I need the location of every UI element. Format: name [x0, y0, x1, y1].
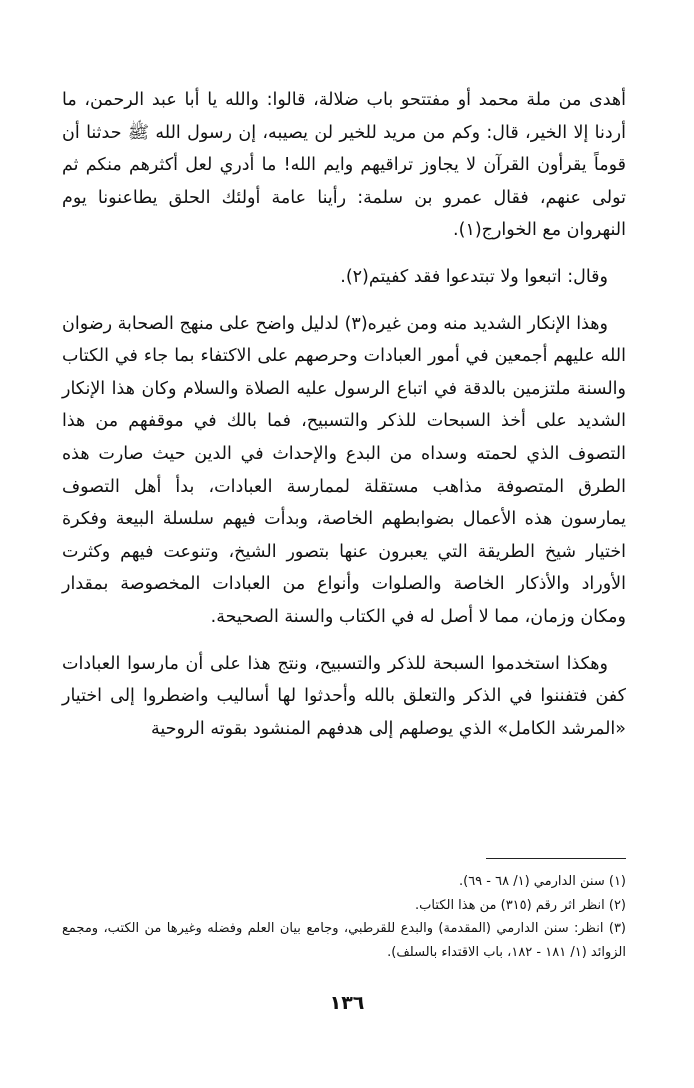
footnote-3: (٣) انظر: سنن الدارمي (المقدمة) والبدع للقرطبي، وجامع بيان العلم وفضله وغيرها من الكتب، ومجمع الزوائد (١/ ١٨١ - ١٨٢، باب الاقتداء بالسلف).	[62, 921, 626, 960]
paragraph-4: وهكذا استخدموا السبحة للذكر والتسبيح، ونتج هذا على أن مارسوا العبادات كفن فتفننوا في الذكر والتعلق بالله وأحدثوا لها أساليب واضطروا إلى اختيار «المرشد الكامل» الذي يوصلهم إلى هدفهم المنشود بقوته الروحية	[62, 653, 626, 739]
footnote-2: (٢) انظر اثر رقم (٣١٥) من هذا الكتاب.	[415, 897, 626, 913]
paragraph-1: أهدى من ملة محمد أو مفتتحو باب ضلالة، قالوا: والله يا أبا عبد الرحمن، ما أردنا إلا الخير، قال: وكم من مريد للخير لن يصيبه، إن رسول الله ﷺ حدثنا أن قوماً يقرأون القرآن لا يجاوز تراقيهم وايم الله! ما أدري لعل أكثرهم منكم ثم تولى عنهم، فقال عمرو بن سلمة: رأينا عامة أولئك الحلق يطاعنونا يوم النهروان مع الخوارج(١).	[62, 90, 626, 241]
main-text	[62, 84, 626, 759]
footnotes	[62, 870, 626, 964]
footnote-1: (١) سنن الدارمي (١/ ٦٨ - ٦٩).	[458, 874, 626, 889]
page-number: ١٣٦	[329, 992, 365, 1014]
paragraph-3: وهذا الإنكار الشديد منه ومن غيره(٣) لدليل واضح على منهج الصحابة رضوان الله عليهم أجمعين في أمور العبادات وحرصهم على الاكتفاء بما جاء في الكتاب والسنة ملتزمين بالدقة في اتباع الرسول عليه الصلاة والسلام وكان هذا الإنكار الشديد على أخذ السبحات للذكر والتسبيح، فما بالك في موقفهم من هذا التصوف الذي لحمته وسداه من البدع والإحداث في الدين حيث صارت هذه الطرق المتصوفة مذاهب مستقلة لممارسة العبادات، بدأ أهل التصوف يمارسون هذه الأعمال بضوابطهم الخاصة، وبدأت فيهم سلسلة البيعة وفكرة اختيار شيخ الطريقة التي يعبرون عنها بتصور الشيخ، وتنوعت فيهم وكثرت الأوراد والأذكار الخاصة والصلوات وأنواع من العبادات المخصوصة بمقدار ومكان وزمان، مما لا أصل له في الكتاب والسنة الصحيحة.	[62, 313, 626, 627]
footnote-separator	[486, 858, 626, 859]
paragraph-2: وقال: اتبعوا ولا تبتدعوا فقد كفيتم(٢).	[340, 266, 608, 287]
